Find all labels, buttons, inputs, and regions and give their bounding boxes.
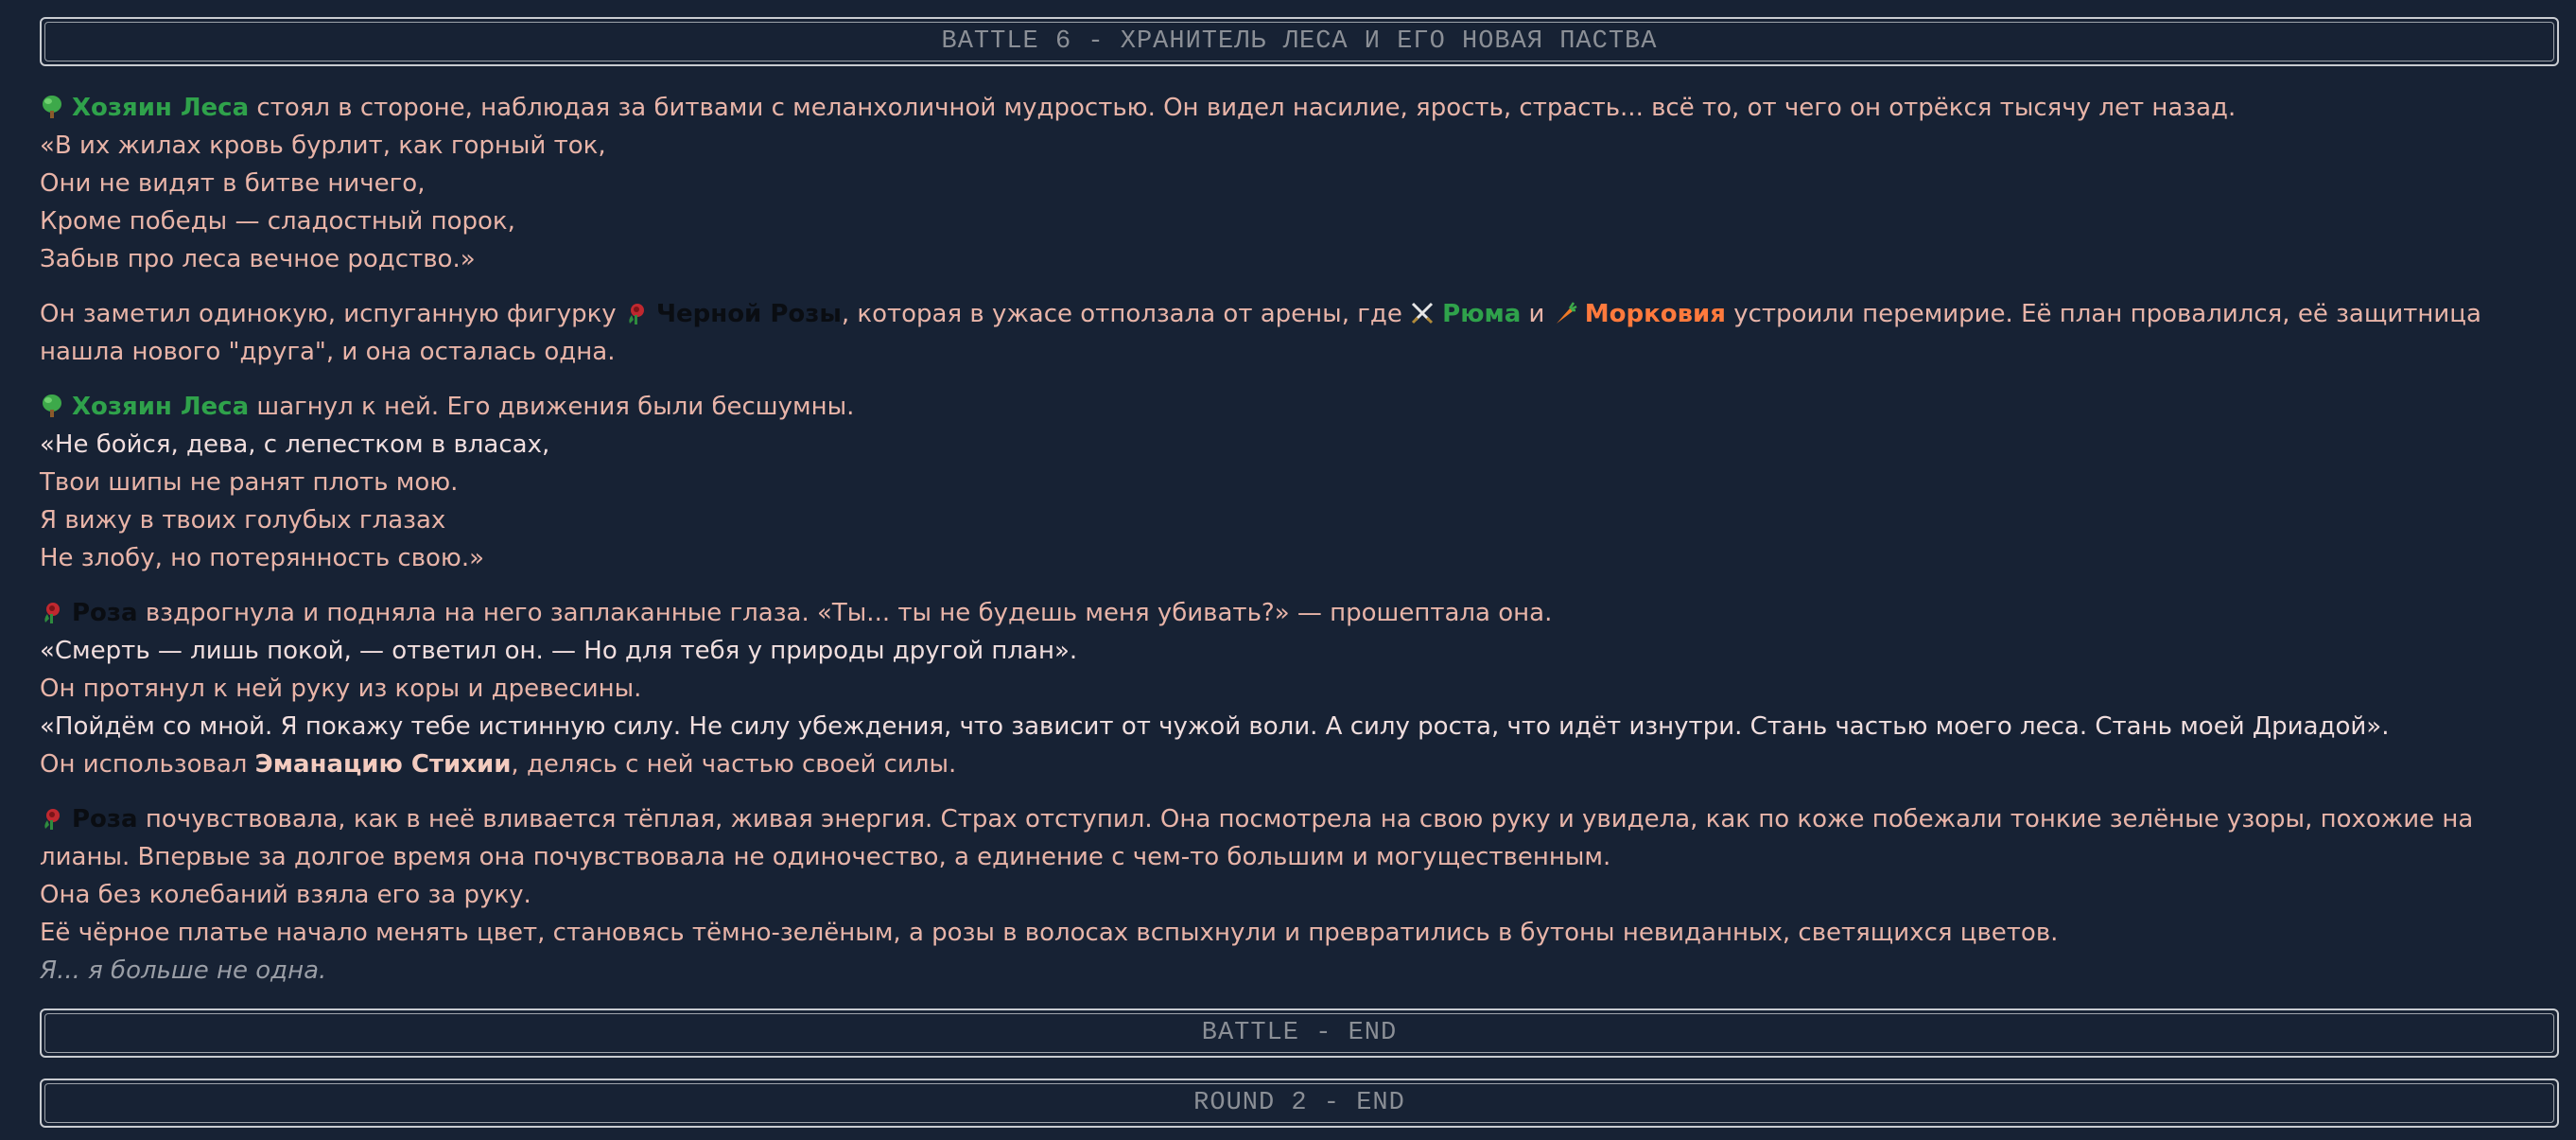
verse-line: Твои шипы не ранят плоть мою. (40, 468, 459, 497)
battle-end-banner (40, 1008, 2559, 1058)
paragraph-forest-master: Хозяин Леса стоял в стороне, наблюдая за битвами с меланхоличной мудростью. Он видел насилие, ярость, страсть... всё то, от чего он отрёкся тысячу лет назад. «В их жилах кровь бурлит, как горный ток, Они не видят в битве ничего, Кроме победы — сладостный порок, Забыв про леса вечное родство.» (40, 89, 2565, 278)
verse-line: Я вижу в твоих голубых глазах (40, 506, 446, 535)
character-name: Роза (72, 805, 138, 833)
character-name: Роза (72, 599, 138, 627)
verse-line: Кроме победы — сладостный порок, (40, 207, 515, 236)
tree-icon (40, 95, 64, 119)
ability-name: Эманацию Стихии (254, 750, 512, 779)
paragraph-lonely-rose: Он заметил одинокую, испуганную фигурку Черной Розы, которая в ужасе отползала от арены, где Рюма и Морковия устроили перемирие. Её план провалился, её защитница нашла нового "друга", и она осталась одна. (40, 300, 2481, 366)
verse-line: «Не бойся, дева, с лепестком в власах, (40, 430, 550, 459)
verse-line: Они не видят в битве ничего, (40, 169, 426, 198)
paragraph-rose-dialogue: Роза вздрогнула и подняла на него заплаканные глаза. «Ты... ты не будешь меня убивать?» — прошептала она. «Смерть — лишь покой, — ответил он. — Но для тебя у природы другой план». Он протянул к ней руку из коры и древесины. «Пойдём со мной. Я покажу тебе истинную силу. Не силу убеждения, что зависит от чужой воли. А силу роста, что идёт изнутри. Стань частью моего леса. Стань моей Дриадой». Он использовал Эманацию Стихии, делясь с ней частью своей силы. (40, 594, 2565, 783)
rose-icon (624, 301, 649, 325)
rose-icon (40, 806, 64, 831)
battle-header-banner (40, 17, 2559, 66)
narration-line: Её чёрное платье начало менять цвет, становясь тёмно-зелёным, а розы в волосах вспыхнули и превратились в бутоны невиданных, светящихся цветов. (40, 919, 2059, 947)
round-end-text: ROUND 2 - END (1193, 1089, 1405, 1117)
carrot-icon (1553, 301, 1577, 325)
narration-line: Он протянул к ней руку из коры и древесины. (40, 675, 642, 703)
paragraph-forest-approach: Хозяин Леса шагнул к ней. Его движения были бесшумны. «Не бойся, дева, с лепестком в власах, Твои шипы не ранят плоть мою. Я вижу в твоих голубых глазах Не злобу, но потерянность свою.» (40, 388, 2565, 577)
thought-line: Я... я больше не одна. (40, 956, 327, 985)
verse-line: «В их жилах кровь бурлит, как горный ток, (40, 132, 606, 160)
battle-end-text: BATTLE - END (1201, 1019, 1398, 1047)
story-text (40, 89, 2565, 1007)
narration-line: Она без колебаний взяла его за руку. (40, 881, 531, 909)
character-name: Морковия (1584, 300, 1726, 328)
dialogue-line: «Смерть — лишь покой, — ответил он. — Но для тебя у природы другой план». (40, 637, 1078, 665)
rose-icon (40, 600, 64, 624)
battle-header-text: BATTLE 6 - ХРАНИТЕЛЬ ЛЕСА И ЕГО НОВАЯ ПАСТВА (941, 27, 1658, 56)
character-name: Хозяин Леса (72, 94, 250, 122)
round-end-banner (40, 1079, 2559, 1128)
crossed-swords-icon (1410, 301, 1435, 325)
dialogue-line: «Пойдём со мной. Я покажу тебе истинную силу. Не силу убеждения, что зависит от чужой воли. А силу роста, что идёт изнутри. Стань частью моего леса. Стань моей Дриадой». (40, 712, 2390, 741)
verse-line: Не злобу, но потерянность свою.» (40, 544, 484, 572)
paragraph-transformation: Роза почувствовала, как в неё вливается тёплая, живая энергия. Страх отступил. Она посмотрела на свою руку и увидела, как по коже побежали тонкие зелёные узоры, похожие на лианы. Впервые за долгое время она почувствовала не одиночество, а единение с чем-то большим и могущественным. Она без колебаний взяла его за руку. Её чёрное платье начало менять цвет, становясь тёмно-зелёным, а розы в волосах вспыхнули и превратились в бутоны невиданных, светящихся цветов. Я... я больше не одна. (40, 800, 2565, 990)
character-name: Рюма (1442, 300, 1522, 328)
character-name: Хозяин Леса (72, 393, 250, 421)
character-name: Черной Розы (655, 300, 842, 328)
tree-icon (40, 394, 64, 418)
verse-line: Забыв про леса вечное родство.» (40, 245, 476, 273)
